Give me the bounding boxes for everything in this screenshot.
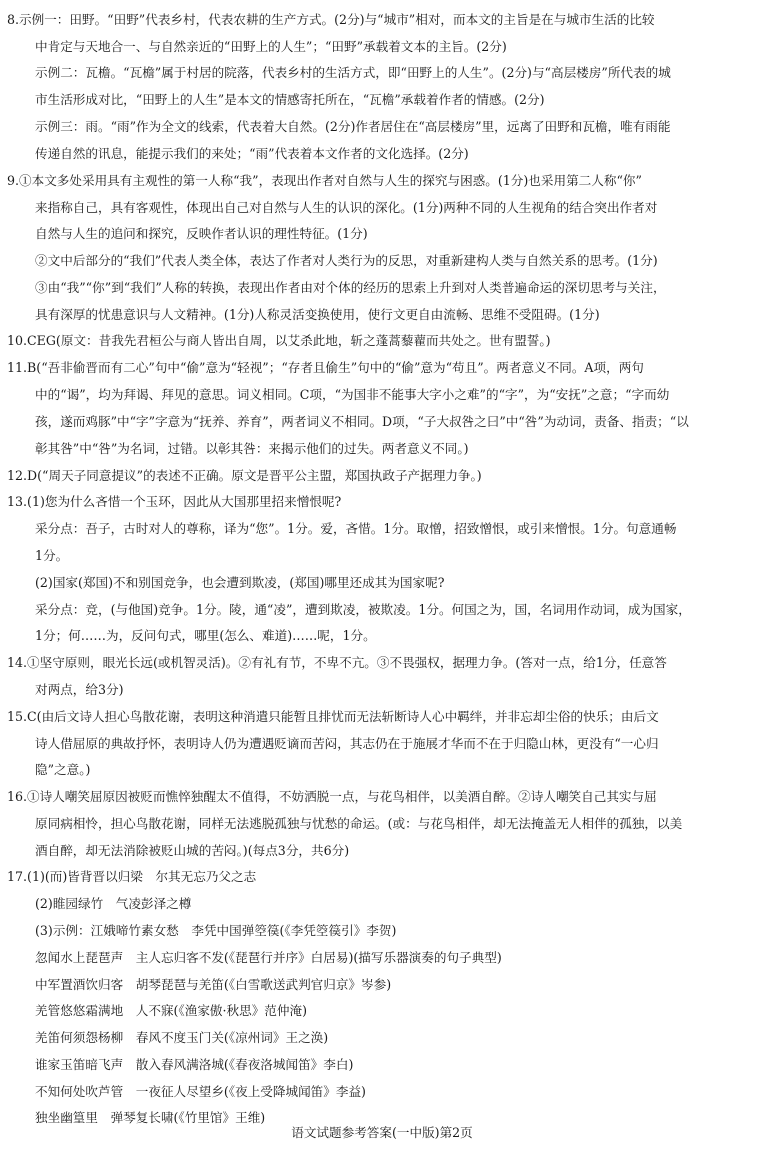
text-line: 自然与人生的追问和探究，反映作者认识的理性特征。(1分) <box>35 226 368 241</box>
text-line: 9.①本文多处采用具有主观性的第一人称“我”，表现出作者对自然与人生的探究与困惑。(1分)也采用第二人称“你” <box>7 173 642 188</box>
text-line: 16.①诗人嘲笑屈原因被贬而憔悴独醒太不值得，不妨洒脱一点，与花鸟相伴，以美酒自醉。②诗人嘲笑自己其实与屈 <box>7 789 657 804</box>
text-line: 12.D(“周天子同意提议”的表述不正确。原文是晋平公主盟，郑国执政子产据理力争。) <box>7 468 482 483</box>
text-line: 14.①坚守原则，眼光长远(或机智灵活)。②有礼有节，不卑不亢。③不畏强权，据理力争。(答对一点，给1分，任意答 <box>7 655 667 670</box>
text-line: 隐”之意。) <box>35 762 91 777</box>
text-line: 来指称自己，具有客观性，体现出自己对自然与人生的认识的深化。(1分)两种不同的人生视角的结合突出作者对 <box>35 200 658 215</box>
text-line: 诗人借屈原的典故抒怀，表明诗人仍为遭遇贬谪而苦闷，其志仍在于施展才华而不在于归隐山林，更没有“一心归 <box>35 736 659 751</box>
text-line: 对两点，给3分) <box>35 682 124 697</box>
text-line: 彰其咎”中“咎”为名词，过错。以彰其咎：来揭示他们的过失。两者意义不同。) <box>35 441 469 456</box>
text-line: 忽闻水上琵琶声 主人忘归客不发(《琵琶行并序》白居易)(描写乐器演奏的句子典型) <box>35 950 502 965</box>
text-line: ③由“我”“你”到“我们”人称的转换，表现出作者由对个体的经历的思索上升到对人类普遍命运的深切思考与关注， <box>35 280 666 295</box>
text-line: 谁家玉笛暗飞声 散入春风满洛城(《春夜洛城闻笛》李白) <box>35 1057 354 1072</box>
text-line: 传递自然的讯息，能提示我们的来处；“雨”代表着本文作者的文化选择。(2分) <box>35 146 469 161</box>
text-line: (2)睢园绿竹 气凌彭泽之樽 <box>35 896 192 911</box>
text-line: 1分。 <box>35 548 69 563</box>
page-footer: 语文试题参考答案(一中版)第2页 <box>291 1125 473 1140</box>
text-line: 中肯定与天地合一、与自然亲近的“田野上的人生”；“田野”承载着文本的主旨。(2分) <box>35 39 507 54</box>
text-line: 孩，遂而鸡豚”中“字”字意为“抚养、养育”，两者词义不相同。D项，“子大叔咎之曰”中“咎”为动词，责备、指责；“以 <box>35 414 689 429</box>
text-line: 独坐幽篁里 弹琴复长啸(《竹里馆》王维) <box>35 1110 266 1125</box>
text-line: 11.B(“吾非偷晋而有二心”句中“偷”意为“轻视”；“存者且偷生”句中的“偷”意为“苟且”。两者意义不同。A项，两句 <box>7 360 644 375</box>
text-line: 17.(1)(而)皆背晋以归梁 尔其无忘乃父之志 <box>7 869 257 884</box>
text-line: 15.C(由后文诗人担心鸟散花谢，表明这种消遣只能暂且排忧而无法斩断诗人心中羁绊，并非忘却尘俗的快乐；由后文 <box>7 709 659 724</box>
text-line: 中的“谒”，均为拜谒、拜见的意思。词义相同。C项，“为国非不能事大字小之难”的“字”，为“安抚”之意；“字而幼 <box>35 387 670 402</box>
text-line: 具有深厚的忧患意识与人文精神。(1分)人称灵活变换使用，使行文更自由流畅、思维不受阻碍。(1分) <box>35 307 600 322</box>
text-line: ②文中后部分的“我们”代表人类全体，表达了作者对人类行为的反思，对重新建构人类与自然关系的思考。(1分) <box>35 253 658 268</box>
text-line: 采分点：竞，(与他国)竞争。1分。陵，通“凌”，遭到欺凌，被欺凌。1分。何国之为，国，名词用作动词，成为国家， <box>35 602 691 617</box>
text-line: 10.CEG(原文：昔我先君桓公与商人皆出自周，以艾杀此地，斩之蓬蒿藜藋而共处之。世有盟誓。) <box>7 333 551 348</box>
text-line: 8.示例一：田野。“田野”代表乡村，代表农耕的生产方式。(2分)与“城市”相对，而本文的主旨是在与城市生活的比较 <box>7 12 655 27</box>
text-line: (2)国家(郑国)不和别国竞争，也会遭到欺凌，(郑国)哪里还成其为国家呢? <box>35 575 445 590</box>
text-line: 酒自醉，却无法消除被贬山城的苦闷。)(每点3分，共6分) <box>35 843 350 858</box>
text-line: 中军置酒饮归客 胡琴琵琶与羌笛(《白雪歌送武判官归京》岑参) <box>35 977 392 992</box>
text-line: 采分点：吾子，古时对人的尊称，译为“您”。1分。爱，吝惜。1分。取憎，招致憎恨，或引来憎恨。1分。句意通畅 <box>35 521 677 536</box>
text-line: 示例二：瓦檐。“瓦檐”属于村居的院落，代表乡村的生活方式，即“田野上的人生”。(2分)与“高层楼房”所代表的城 <box>35 65 671 80</box>
text-line: 示例三：雨。“雨”作为全文的线索，代表着大自然。(2分)作者居住在“高层楼房”里，远离了田野和瓦檐，唯有雨能 <box>35 119 671 134</box>
text-line: 1分；何……为，反问句式，哪里(怎么、难道)……呢，1分。 <box>35 628 376 643</box>
text-line: 原同病相怜，担心鸟散花谢，同样无法逃脱孤独与忧愁的命运。(或：与花鸟相伴，却无法掩盖无人相伴的孤独，以美 <box>35 816 683 831</box>
text-line: 羌管悠悠霜满地 人不寐(《渔家傲·秋思》范仲淹) <box>35 1003 307 1018</box>
text-line: 市生活形成对比，“田野上的人生”是本文的情感寄托所在，“瓦檐”承载着作者的情感。(2分) <box>35 92 545 107</box>
text-line: 不知何处吹芦管 一夜征人尽望乡(《夜上受降城闻笛》李益) <box>35 1084 366 1099</box>
text-line: 羌笛何须怨杨柳 春风不度玉门关(《凉州词》王之涣) <box>35 1030 329 1045</box>
text-line: 13.(1)您为什么吝惜一个玉环，因此从大国那里招来憎恨呢? <box>7 494 342 509</box>
text-line: (3)示例：江娥啼竹素女愁 李凭中国弹箜篌(《李凭箜篌引》李贺) <box>35 923 397 938</box>
